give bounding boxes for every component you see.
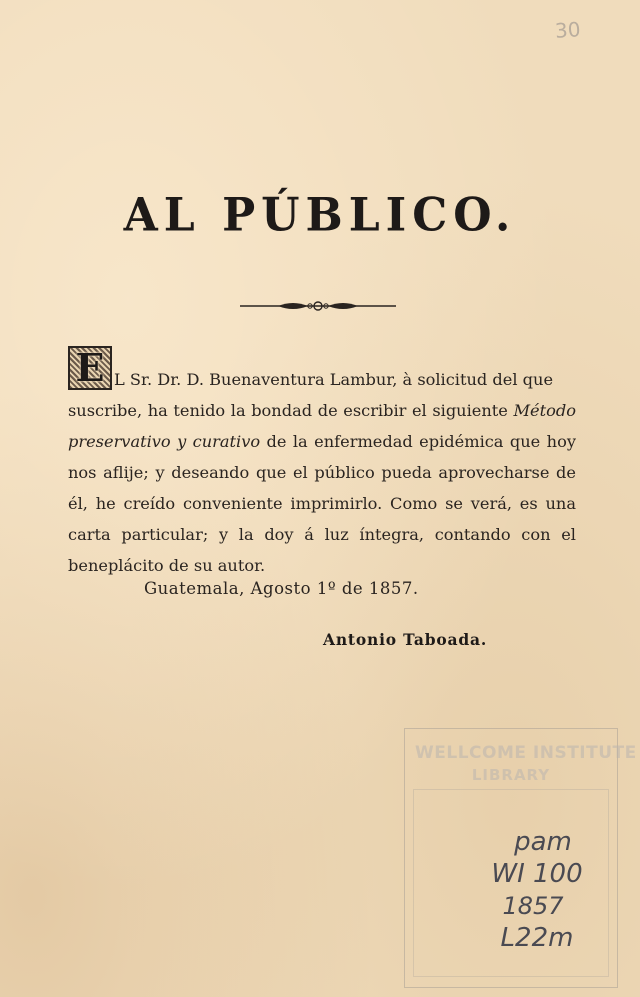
shelfmark-line: 1857 <box>502 892 564 920</box>
stamp-institute: WELLCOME INSTITUTE <box>415 743 637 763</box>
pencil-page-number: 30 <box>554 17 582 43</box>
decorative-initial: E <box>68 346 112 390</box>
ornamental-rule <box>238 296 398 316</box>
text-line: suscribe, ha tenido la bondad de escribir el siguiente <box>68 401 514 420</box>
text-line: L Sr. Dr. D. Buenaventura Lambur, à solicitud del que <box>114 370 554 389</box>
signature: Antonio Taboada. <box>323 630 488 649</box>
shelfmark-line: WI 100 <box>491 859 583 889</box>
handwritten-shelfmark <box>462 826 612 954</box>
text-line: de su autor. <box>168 556 266 575</box>
text-line: particular; y la doy á luz íntegra, contando con el beneplácito <box>68 525 576 575</box>
body-paragraph <box>68 342 576 581</box>
text-italic: preservativo y curativo <box>68 432 261 451</box>
stamp-library: LIBRARY <box>471 766 551 784</box>
text-line: he creído conveniente imprimirlo. Como se verá, es una carta <box>68 494 576 544</box>
shelfmark-line: L22m <box>500 923 574 953</box>
text-italic: Método <box>513 401 576 420</box>
text-line: nos aflije; y deseando que el público pueda aprovecharse de él, <box>68 463 576 513</box>
place-date-line: Guatemala, Agosto 1º de 1857. <box>144 579 419 598</box>
text-line: de la enfermedad epidémica que hoy <box>260 432 576 451</box>
page-title: AL PÚBLICO. <box>123 188 517 243</box>
shelfmark-line: pam <box>514 827 572 857</box>
